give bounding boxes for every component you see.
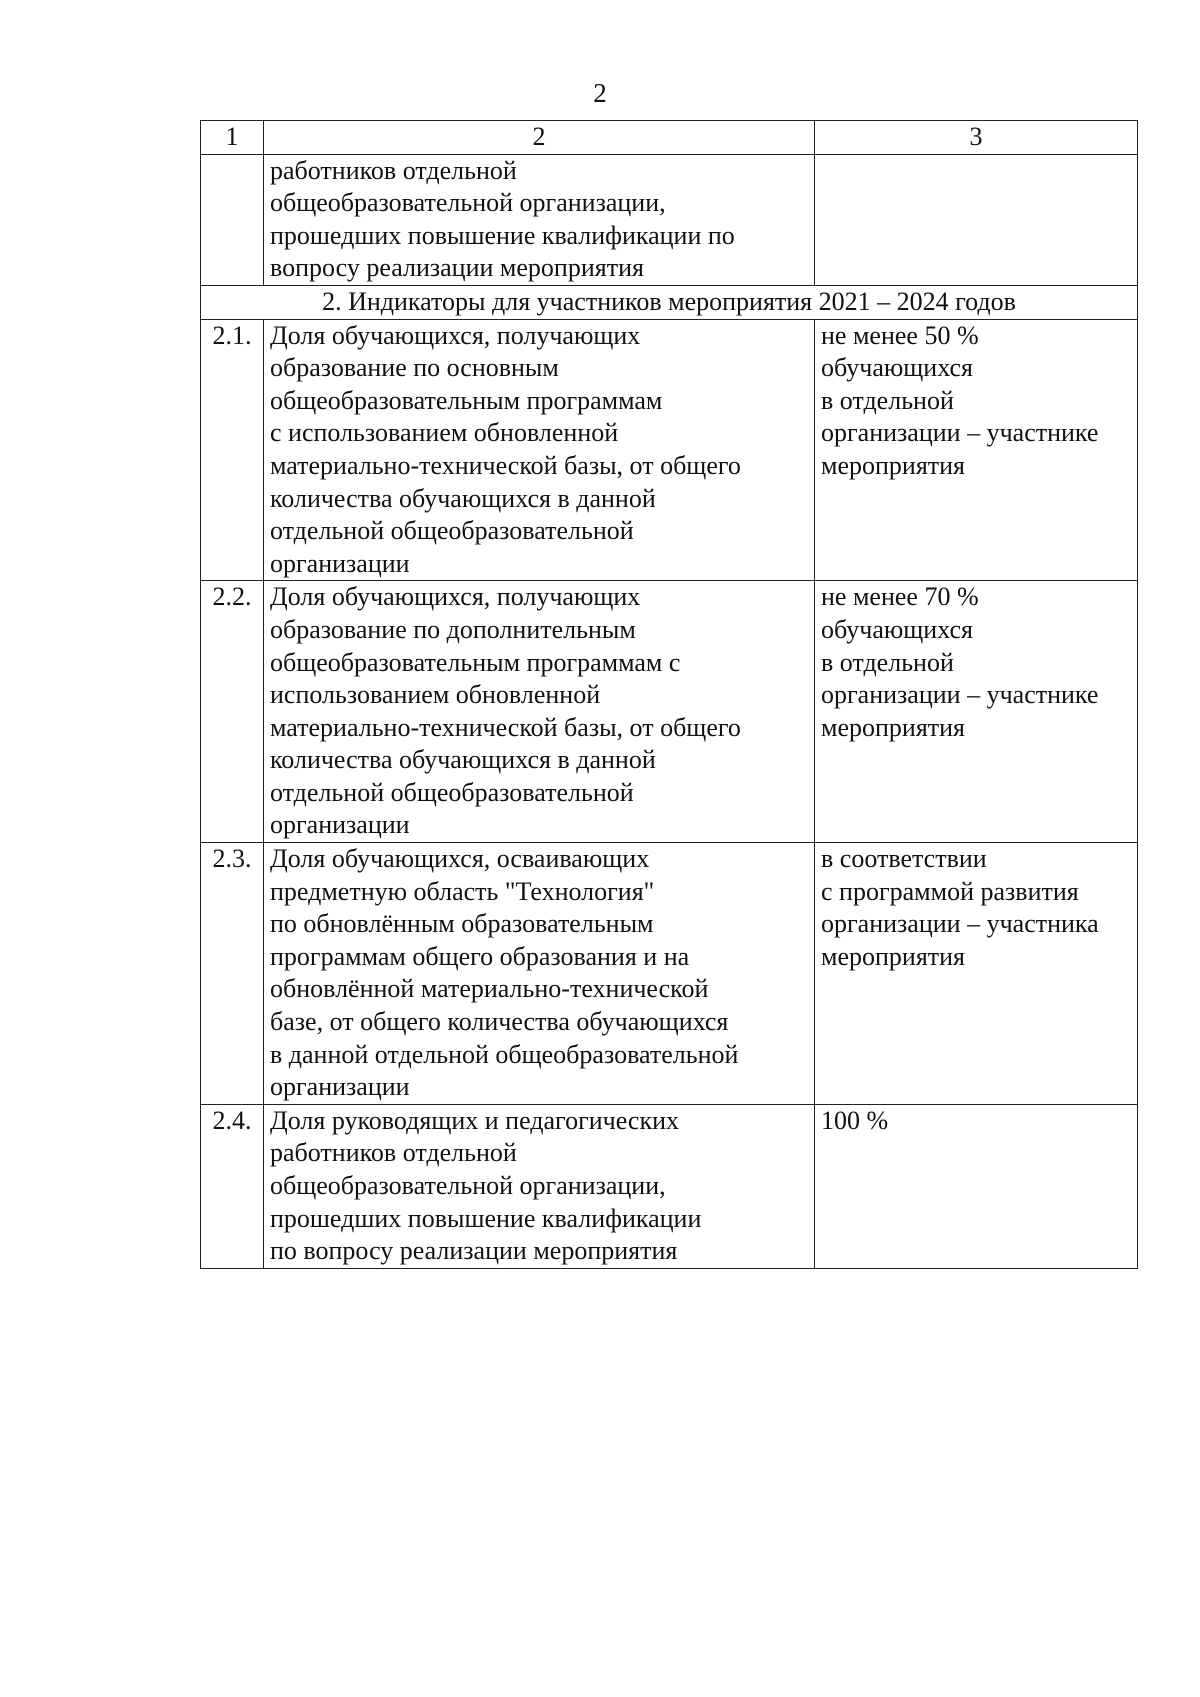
indicator-description	[264, 1104, 815, 1268]
row-number: 2.2.	[201, 581, 264, 843]
text-line: материально-технической базы, от общего	[270, 450, 741, 480]
row-number: 2.4.	[201, 1104, 264, 1268]
table-row	[201, 581, 1138, 843]
text-line: общеобразовательным программам с	[270, 647, 681, 677]
text-line: общеобразовательной организации,	[270, 1171, 666, 1200]
text-line: количества обучающихся в данной	[270, 745, 656, 775]
indicator-value	[815, 1104, 1138, 1268]
value-line: в соответствии	[821, 844, 987, 874]
table-row	[201, 1104, 1138, 1268]
value-line: мероприятия	[821, 712, 966, 742]
value-line: в отдельной	[821, 647, 954, 677]
text-line: образование по дополнительным	[270, 614, 636, 644]
text-line: программам общего образования и на	[270, 941, 690, 971]
table-row	[201, 843, 1138, 1105]
table-row	[201, 319, 1138, 581]
value-line: не менее 70 %	[821, 582, 979, 612]
text-line: организации	[270, 1072, 410, 1102]
text-line: базе, от общего количества обучающихся	[270, 1007, 729, 1037]
text-line: по обновлённым образовательным	[270, 909, 654, 939]
text-line: Доля руководящих и педагогических	[270, 1105, 680, 1135]
section-row	[201, 285, 1138, 319]
text-line: общеобразовательной организации,	[270, 188, 666, 218]
indicator-description	[264, 843, 815, 1105]
indicator-value	[815, 319, 1138, 581]
value-line: организации – участнике	[821, 418, 1099, 448]
text-line: использованием обновленной	[270, 680, 601, 710]
indicators-table	[200, 120, 1138, 1269]
value-line: мероприятия	[821, 941, 966, 971]
indicator-description	[264, 319, 815, 581]
value-line: организации – участнике	[821, 680, 1099, 710]
text-line: Доля обучающихся, получающих	[270, 582, 641, 612]
page-number: 2	[593, 78, 607, 108]
text-line: отдельной общеобразовательной	[270, 777, 634, 807]
text-line: образование по основным	[270, 353, 559, 383]
text-line: по вопросу реализации мероприятия	[270, 1236, 678, 1266]
value-line: с программой развития	[821, 876, 1079, 906]
row-number: 2.3.	[201, 843, 264, 1105]
text-line: количества обучающихся в данной	[270, 483, 656, 513]
text-line: Доля обучающихся, получающих	[270, 320, 641, 350]
table-header-row	[201, 121, 1138, 155]
text-line: в данной отдельной общеобразовательной	[270, 1039, 739, 1069]
text-line: работников отдельной	[270, 1138, 517, 1168]
text-line: Доля обучающихся, осваивающих	[270, 844, 650, 874]
continuation-row	[201, 154, 1138, 285]
text-line: организации	[270, 810, 410, 840]
continuation-value-cell	[815, 154, 1138, 285]
text-line: материально-технической базы, от общего	[270, 712, 741, 742]
value-line: мероприятия	[821, 450, 966, 480]
value-line: обучающихся	[821, 614, 973, 644]
column-header-3: 3	[815, 121, 1138, 155]
section-title: 2. Индикаторы для участников мероприятия 2021 – 2024 годов	[201, 285, 1138, 319]
text-line: с использованием обновленной	[270, 418, 619, 448]
value-line: в отдельной	[821, 385, 954, 415]
text-line: прошедших повышение квалификации по	[270, 220, 735, 250]
text-line: предметную область "Технология"	[270, 876, 655, 906]
text-line: вопросу реализации мероприятия	[270, 253, 644, 283]
value-line: обучающихся	[821, 353, 973, 383]
text-line: организации	[270, 548, 410, 578]
text-line: обновлённой материально-технической	[270, 974, 709, 1004]
value-line: не менее 50 %	[821, 320, 979, 350]
indicator-value	[815, 581, 1138, 843]
text-line: работников отдельной	[270, 155, 517, 185]
text-line: отдельной общеобразовательной	[270, 516, 634, 546]
text-line: общеобразовательным программам	[270, 385, 663, 415]
text-line: прошедших повышение квалификации	[270, 1203, 702, 1233]
indicator-value	[815, 843, 1138, 1105]
continuation-num-cell	[201, 154, 264, 285]
row-number: 2.1.	[201, 319, 264, 581]
value-line: 100 %	[821, 1105, 889, 1135]
indicator-description	[264, 581, 815, 843]
column-header-2: 2	[264, 121, 815, 155]
continuation-text-cell	[264, 154, 815, 285]
value-line: организации – участника	[821, 909, 1099, 939]
column-header-1: 1	[201, 121, 264, 155]
